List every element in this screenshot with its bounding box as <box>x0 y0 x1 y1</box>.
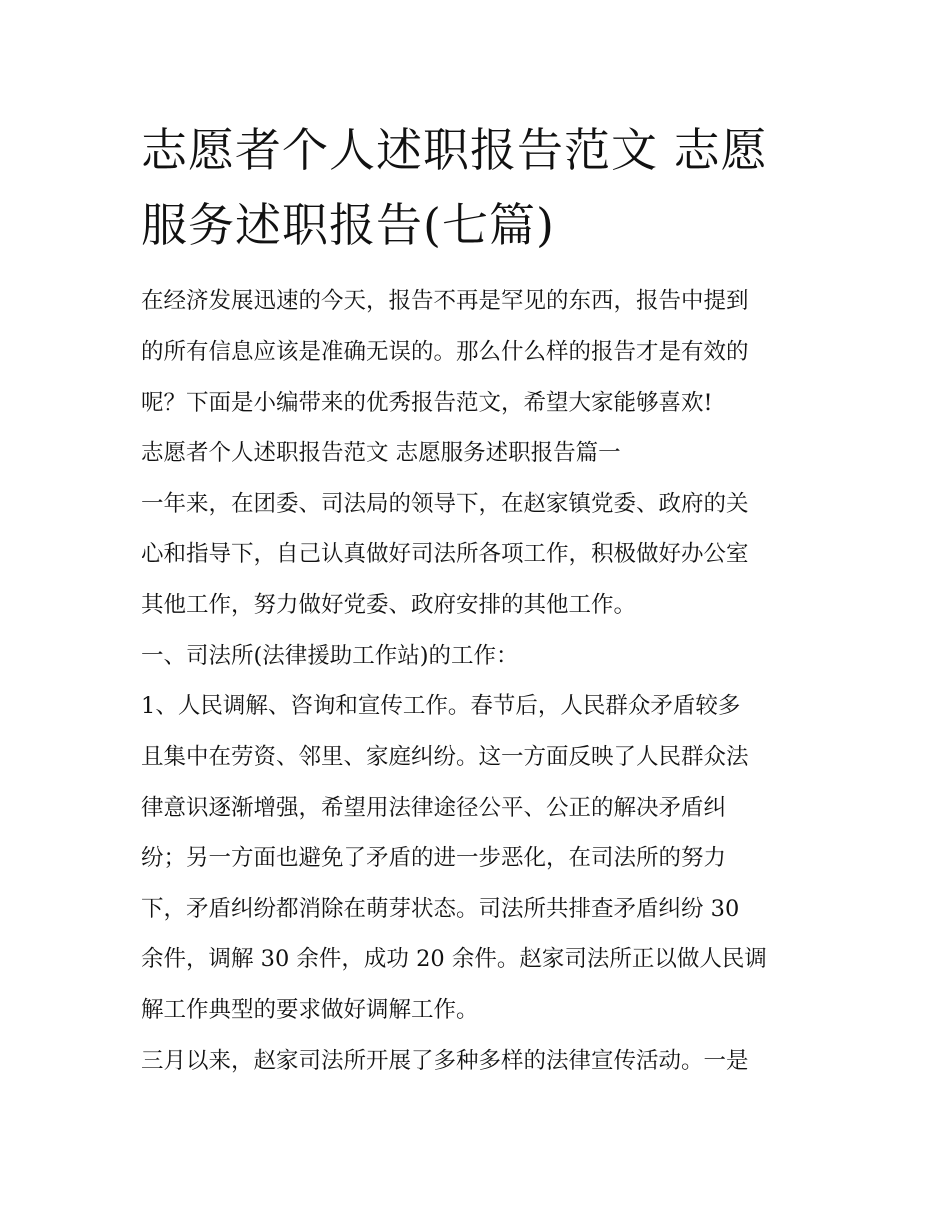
body-line: 心和指导下，自己认真做好司法所各项工作，积极做好办公室 <box>141 541 749 567</box>
body-line: 的所有信息应该是准确无误的。那么什么样的报告才是有效的 <box>141 339 749 365</box>
body-line: 律意识逐渐增强，希望用法律途径公平、公正的解决矛盾纠 <box>141 795 727 821</box>
body-line: 余件，调解 30 余件，成功 20 余件。赵家司法所正以做人民调 <box>141 946 767 972</box>
body-line: 解工作典型的要求做好调解工作。 <box>141 997 479 1023</box>
body-line: 1、人民调解、咨询和宣传工作。春节后，人民群众矛盾较多 <box>141 693 741 719</box>
body-line: 呢？下面是小编带来的优秀报告范文，希望大家能够喜欢! <box>141 390 713 416</box>
subsection-heading: 一、司法所(法律援助工作站)的工作： <box>141 643 519 669</box>
body-line: 纷；另一方面也避免了矛盾的进一步恶化，在司法所的努力 <box>141 845 727 871</box>
body-line: 三月以来，赵家司法所开展了多种多样的法律宣传活动。一是 <box>141 1048 749 1074</box>
body-line: 下，矛盾纠纷都消除在萌芽状态。司法所共排查矛盾纠纷 30 <box>141 896 740 922</box>
body-line: 一年来，在团委、司法局的领导下，在赵家镇党委、政府的关 <box>141 491 749 517</box>
document-title <box>141 113 821 263</box>
title-line: 志愿者个人述职报告范文 志愿 <box>141 123 768 177</box>
title-line: 服务述职报告(七篇) <box>141 198 555 252</box>
body-line: 且集中在劳资、邻里、家庭纠纷。这一方面反映了人民群众法 <box>141 744 749 770</box>
section-heading: 志愿者个人述职报告范文 志愿服务述职报告篇一 <box>141 440 621 466</box>
body-line: 在经济发展迅速的今天，报告不再是罕见的东西，报告中提到 <box>141 288 749 314</box>
body-line: 其他工作，努力做好党委、政府安排的其他工作。 <box>141 592 637 618</box>
